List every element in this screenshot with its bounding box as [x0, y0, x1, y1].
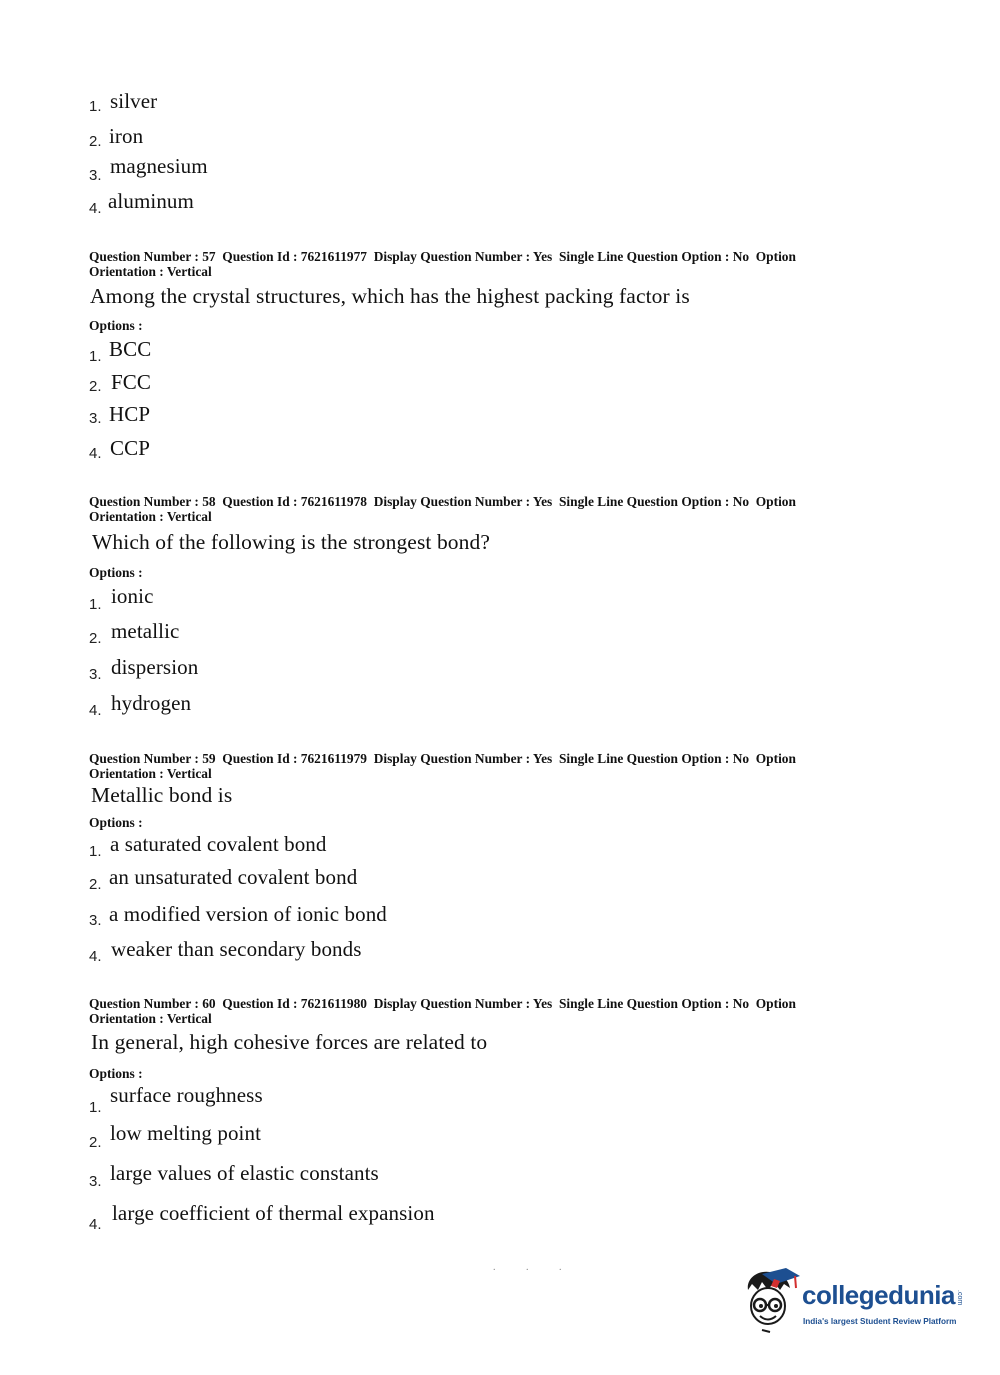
option-text: ionic	[111, 584, 154, 608]
option-number: 3.	[89, 167, 102, 184]
option-text: silver	[110, 89, 158, 113]
option-text: aluminum	[108, 189, 194, 213]
question-metadata	[89, 997, 869, 1026]
option-text: weaker than secondary bonds	[111, 937, 362, 961]
option-text: FCC	[111, 370, 151, 394]
option-text: dispersion	[111, 655, 199, 679]
question-metadata	[89, 752, 869, 781]
option-number: 2.	[89, 133, 102, 150]
question-text: Metallic bond is	[91, 783, 233, 807]
collegedunia-logo	[740, 1268, 970, 1338]
metadata-line: Question Number : 58 Question Id : 7621611978 Display Question Number : Yes Single Line Question Option : No Option	[89, 494, 796, 509]
option-text: large coefficient of thermal expansion	[112, 1201, 435, 1225]
option-number: 3.	[89, 666, 102, 683]
option-text: an unsaturated covalent bond	[109, 865, 358, 889]
option-text: magnesium	[110, 154, 208, 178]
option-text: surface roughness	[110, 1083, 263, 1107]
brand-suffix: .com	[956, 1290, 963, 1306]
option-number: 1.	[89, 1099, 102, 1116]
option-text: CCP	[110, 436, 150, 460]
question-text: Which of the following is the strongest bond?	[92, 530, 490, 554]
question-metadata	[89, 250, 869, 279]
option-number: 1.	[89, 98, 102, 115]
metadata-line: Orientation : Vertical	[89, 1010, 212, 1026]
question-text: Among the crystal structures, which has the highest packing factor is	[90, 284, 690, 308]
footer-dots: . . .	[493, 1262, 576, 1273]
option-number: 4.	[89, 1216, 102, 1233]
options-label: Options :	[89, 1066, 143, 1081]
options-label: Options :	[89, 318, 143, 333]
option-number: 4.	[89, 702, 102, 719]
option-text: a modified version of ionic bond	[109, 902, 387, 926]
option-text: metallic	[111, 619, 180, 643]
option-text: HCP	[109, 402, 151, 426]
option-number: 2.	[89, 876, 102, 893]
option-number: 2.	[89, 378, 102, 395]
option-number: 4.	[89, 445, 102, 462]
metadata-line: Orientation : Vertical	[89, 765, 212, 781]
option-number: 2.	[89, 1134, 102, 1151]
option-text: iron	[109, 124, 144, 148]
brand-tagline: India's largest Student Review Platform	[803, 1317, 957, 1326]
mascot-icon	[740, 1268, 802, 1338]
option-text: large values of elastic constants	[110, 1161, 379, 1185]
option-text: BCC	[109, 337, 152, 361]
metadata-line: Orientation : Vertical	[89, 508, 212, 524]
option-number: 1.	[89, 843, 102, 860]
option-text: low melting point	[110, 1121, 262, 1145]
option-number: 4.	[89, 200, 102, 217]
option-number: 3.	[89, 410, 102, 427]
options-label: Options :	[89, 565, 143, 580]
option-text: hydrogen	[111, 691, 192, 715]
metadata-line: Question Number : 57 Question Id : 7621611977 Display Question Number : Yes Single Line Question Option : No Option	[89, 249, 796, 264]
option-text: a saturated covalent bond	[110, 832, 327, 856]
metadata-line: Orientation : Vertical	[89, 263, 212, 279]
option-number: 1.	[89, 596, 102, 613]
option-number: 4.	[89, 948, 102, 965]
question-text: In general, high cohesive forces are related to	[91, 1030, 488, 1054]
option-number: 3.	[89, 912, 102, 929]
option-number: 2.	[89, 630, 102, 647]
options-label: Options :	[89, 815, 143, 830]
brand-name: collegedunia	[802, 1280, 955, 1310]
metadata-line: Question Number : 60 Question Id : 7621611980 Display Question Number : Yes Single Line Question Option : No Option	[89, 996, 796, 1011]
option-number: 1.	[89, 348, 102, 365]
question-metadata	[89, 495, 869, 524]
metadata-line: Question Number : 59 Question Id : 7621611979 Display Question Number : Yes Single Line Question Option : No Option	[89, 751, 796, 766]
option-number: 3.	[89, 1173, 102, 1190]
